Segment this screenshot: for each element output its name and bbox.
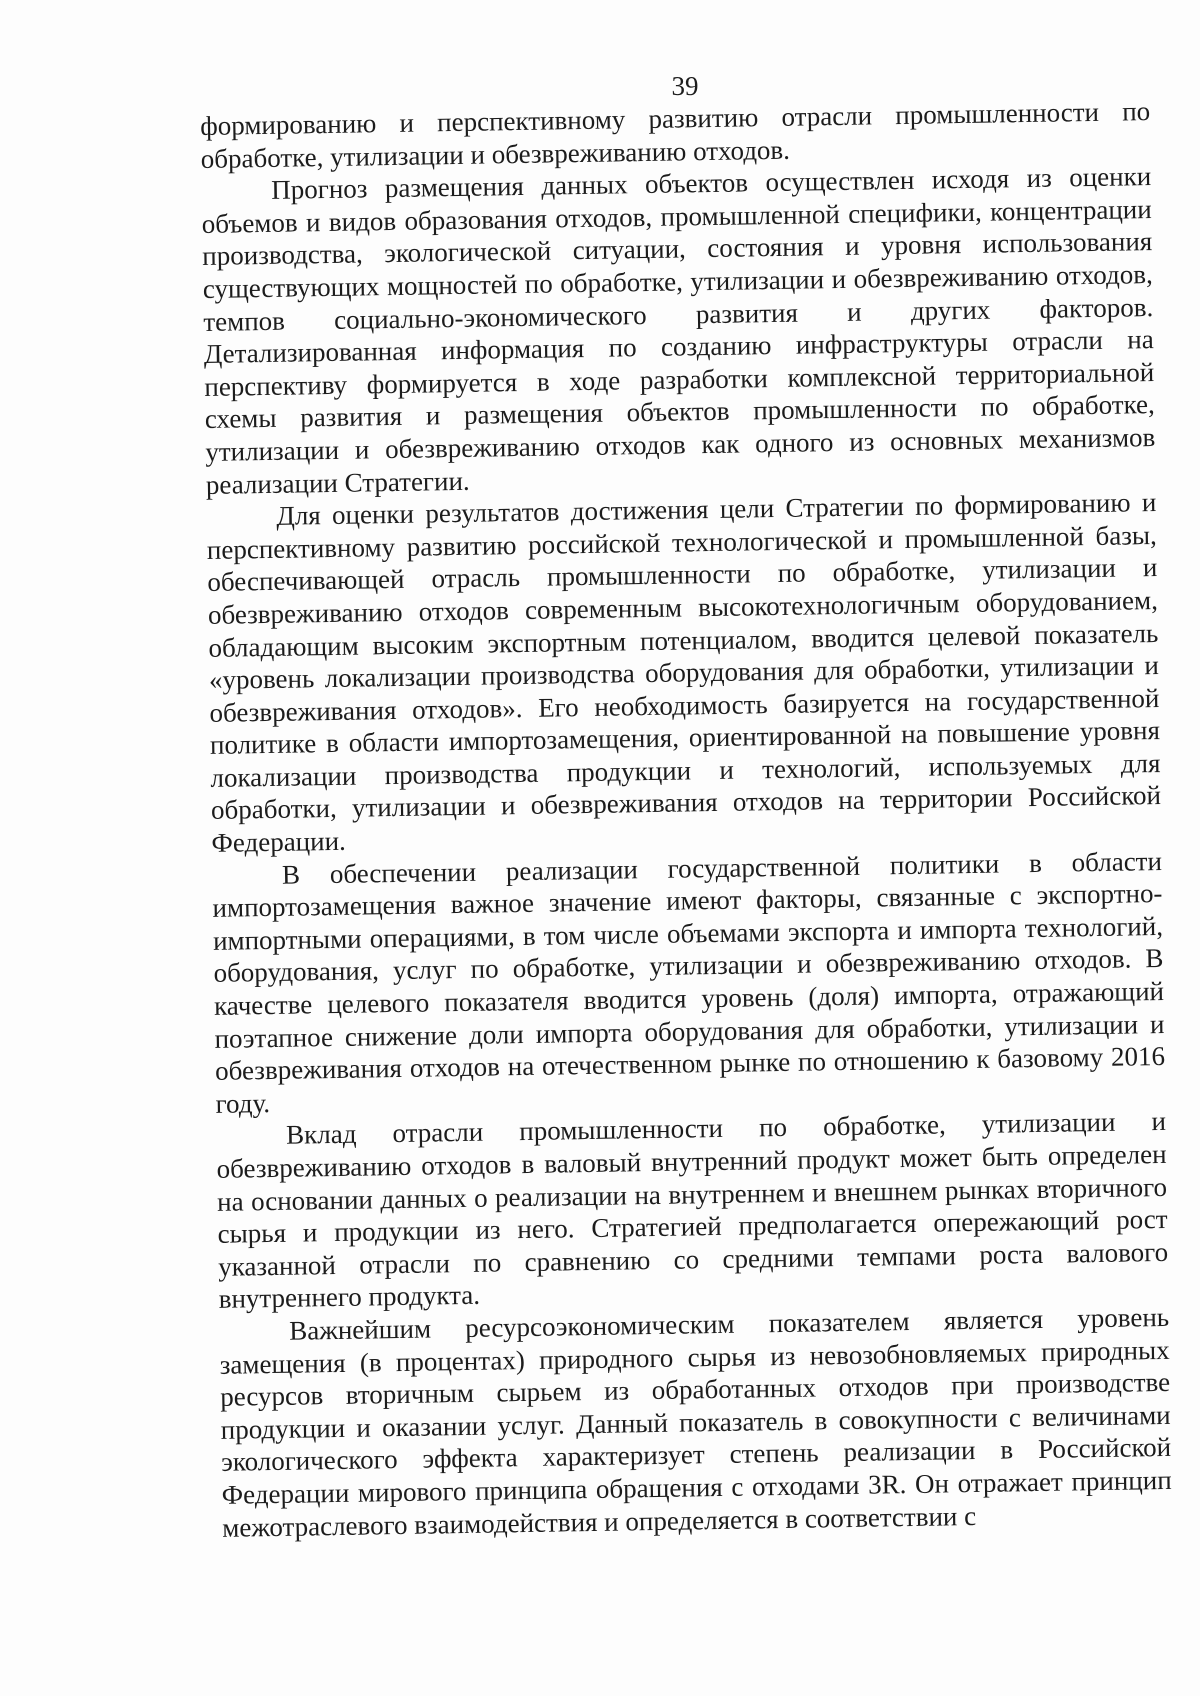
document-body xyxy=(200,95,1172,1544)
paragraph-gdp-contribution: Вклад отрасли промышленности по обработке, утилизации и обезвреживанию отходов в валовый внутренний продукт может быть определен на основании данных о реализации на внутреннем и внешнем рынках вторичного сырья и продукции из него. Стратегией предполагается опережающий рост указанной отрасли по сравнению со средними темпами роста валового внутреннего продукта. xyxy=(216,1106,1169,1315)
paragraph-localization-indicator: Для оценки результатов достижения цели Стратегии по формированию и перспективному развитию российской технологической и промышленной базы, обеспечивающей отрасль промышленности по обработке, утилизации и обезвреживанию отходов современным высокотехнологичным оборудованием, обладающим высоким экспортным потенциалом, вводится целевой показатель «уровень локализации производства оборудования для обработки, утилизации и обезвреживания отходов». Его необходимость базируется на государственной политике в области импортозамещения, ориентированной на повышение уровня локализации производства продукции и технологий, используемых для обработки, утилизации и обезвреживания отходов на территории Российской Федерации. xyxy=(206,487,1162,858)
paragraph-facility-placement-forecast: Прогноз размещения данных объектов осуществлен исходя из оценки объемов и видов образования отходов, промышленной специфики, концентрации производства, экологической ситуации, состояния и уровня использования существующих мощностей по обработке, утилизации и обезвреживанию отходов, темпов социально-экономического развития и других факторов. Детализированная информация по созданию инфраструктуры отрасли на перспективу формируется в ходе разработки комплексной территориальной схемы развития и размещения объектов промышленности по обработке, утилизации и обезвреживанию отходов как одного из основных механизмов реализации Стратегии. xyxy=(201,161,1156,500)
paragraph-raw-material-substitution: Важнейшим ресурсоэкономическим показателем является уровень замещения (в процентах) природного сырья из невозобновляемых природных ресурсов вторичным сырьем из обработанных отходов при производстве продукции и оказании услуг. Данный показатель в совокупности с величинами экологического эффекта характеризует степень реализации в Российской Федерации мирового принципа обращения с отходами 3R. Он отражает принцип межотраслевого взаимодействия и определяется в соответствии с xyxy=(219,1301,1172,1543)
paragraph-import-share-indicator: В обеспечении реализации государственной политики в области импортозамещения важное значение имеют факторы, связанные с экспортно-импортными операциями, в том числе объемами экспорта и импорта технологий, оборудования, услуг по обработке, утилизации и обезвреживанию отходов. В качестве целевого показателя вводится уровень (доля) импорта, отражающий поэтапное снижение доли импорта оборудования для обработки, утилизации и обезвреживания отходов на отечественном рынке по отношению к базовому 2016 году. xyxy=(212,845,1166,1119)
paragraph-continuation: формированию и перспективному развитию отрасли промышленности по обработке, утилизации и обезвреживанию отходов. xyxy=(200,96,1151,174)
page-number: 39 xyxy=(671,71,699,101)
